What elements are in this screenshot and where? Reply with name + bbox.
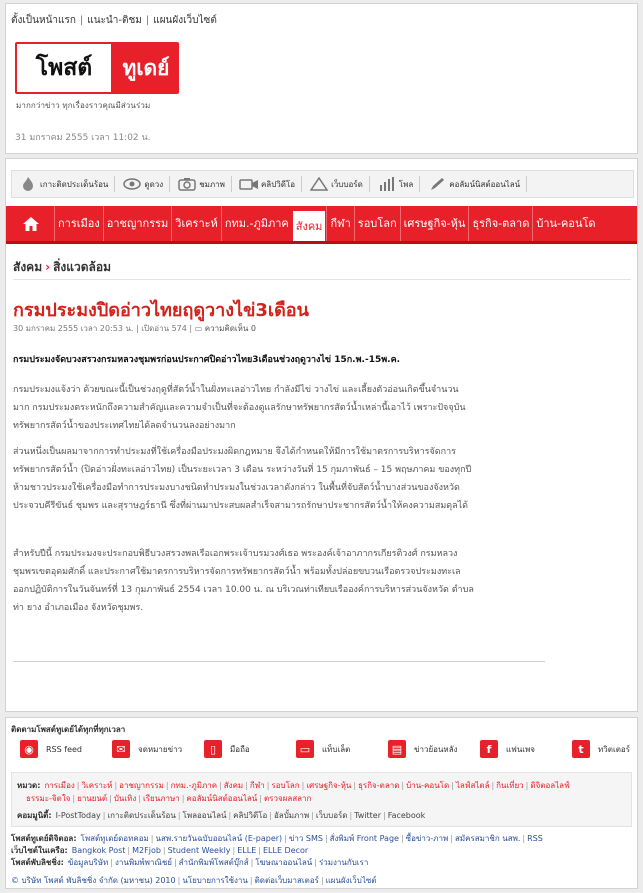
separator: | xyxy=(349,811,353,820)
category-row xyxy=(17,779,570,792)
separator: | xyxy=(173,858,177,867)
separator: | xyxy=(269,811,272,820)
footer-link[interactable]: สังคม xyxy=(223,781,244,790)
set-homepage-link[interactable]: ตั้งเป็นหน้าแรก xyxy=(11,15,76,26)
footer-link[interactable]: สมัครสมาชิก นสพ. xyxy=(454,834,521,843)
pen-icon xyxy=(427,176,447,192)
separator: | xyxy=(320,876,324,885)
row-title: คอมมูนิตี้: xyxy=(17,811,52,820)
current-date: 31 มกราคม 2555 เวลา 11:02 น. xyxy=(15,133,151,143)
footer-link[interactable]: สั่งพิมพ์ Front Page xyxy=(329,834,399,843)
article-title: กรมประมงปิดอ่าวไทยฤดูวางไข่3เดือน xyxy=(13,300,309,321)
footer-link[interactable]: งานพิมพ์พาณิชย์ xyxy=(114,858,172,867)
footer-link[interactable]: RSS xyxy=(527,834,543,843)
tablet-icon: ▭ xyxy=(296,740,314,758)
social-label: ข่าวย้อนหลัง xyxy=(414,744,458,754)
separator: | xyxy=(314,858,317,867)
social-link[interactable] xyxy=(480,740,572,758)
row-title: เว็บไซต์ในเครือ: xyxy=(11,846,68,855)
row-title: หมวด: xyxy=(17,781,41,790)
separator: | xyxy=(219,781,222,790)
separator: | xyxy=(401,781,405,790)
divider xyxy=(13,279,631,280)
main-content xyxy=(5,158,638,712)
nav-item[interactable]: กทม.-ภูมิภาค xyxy=(221,206,292,241)
footer-link[interactable]: คลิปวิดีโอ xyxy=(233,811,268,820)
article-views: เปิดอ่าน 574 xyxy=(141,324,187,333)
nav-item[interactable]: ธุรกิจ-ตลาด xyxy=(468,206,532,241)
home-button[interactable] xyxy=(14,211,48,240)
separator: | xyxy=(102,811,106,820)
footer-link[interactable]: โพลออนไลน์ xyxy=(182,811,227,820)
footer-link[interactable]: บันเทิง xyxy=(113,794,137,803)
footer-link[interactable]: ELLE Decor xyxy=(262,846,309,855)
article-comments-link[interactable]: ความคิดเห็น 0 xyxy=(204,324,257,333)
site-slogan: มากกว่าข่าว ทุกเรื่องราวคุณมีส่วนร่วม xyxy=(16,101,151,110)
copyright-row xyxy=(11,874,377,887)
footer-link[interactable]: ตรวจผลสลาก xyxy=(263,794,312,803)
separator: | xyxy=(232,846,236,855)
nav-item[interactable]: วิเคราะห์ xyxy=(171,206,221,241)
footer-link[interactable]: เศรษฐกิจ-หุ้น xyxy=(306,781,352,790)
facebook-icon: f xyxy=(480,740,498,758)
separator: | xyxy=(324,834,328,843)
social-link[interactable] xyxy=(572,740,643,758)
separator: | xyxy=(258,846,261,855)
paragraph-line: ส่วนหนึ่งเป็นผลมาจากการทำประมงที่ใช้เครื่องมือประมงผิดกฎหมาย จึงได้กำหนดให้มีการใช้มาตรการบริหารจัดการ xyxy=(13,447,456,457)
breadcrumb xyxy=(13,258,111,277)
separator: | xyxy=(138,794,141,803)
icon-bar-webboard[interactable]: เว็บบอร์ด xyxy=(309,176,370,192)
breadcrumb-sub[interactable]: สิ่งแวดล้อม xyxy=(53,260,111,274)
separator: | xyxy=(181,794,185,803)
sitemap-link[interactable]: แผนผังเว็บไซต์ xyxy=(153,15,217,26)
footer-link[interactable]: เกาะติดประเด็นร้อน xyxy=(107,811,176,820)
paragraph-line: ออกปฏิบัติการในวันจันทร์ที่ 13 กุมภาพันธ์ 2554 เวลา 10.00 น. ณ บริเวณท่าเทียบเรือองค์การบริหารส่วนจังหวัด ตำบล xyxy=(13,585,474,595)
footer-link[interactable]: ซื้อข่าว-ภาพ xyxy=(405,834,449,843)
footer-link[interactable]: ธุรกิจ-ตลาด xyxy=(358,781,400,790)
separator: | xyxy=(250,858,254,867)
footer-link[interactable]: กีฬา xyxy=(249,781,265,790)
separator: | xyxy=(301,781,305,790)
nav-item[interactable]: การเมือง xyxy=(54,206,103,241)
nav-items xyxy=(54,206,599,241)
separator: | xyxy=(72,794,76,803)
separator: | xyxy=(177,811,181,820)
poll-icon xyxy=(377,176,397,192)
footer-link[interactable]: รอบโลก xyxy=(271,781,300,790)
footer-link[interactable]: ธรรมะ-จิตใจ xyxy=(26,794,71,803)
feedback-link[interactable]: แนะนำ-ติชม xyxy=(87,15,142,26)
icon-bar-photos[interactable]: ชมภาพ xyxy=(177,176,232,192)
separator: | xyxy=(383,811,386,820)
footer-link[interactable]: Twitter xyxy=(354,811,382,820)
footer-link[interactable]: ไลฟ์สไตล์ xyxy=(455,781,490,790)
footer-link[interactable]: © บริษัท โพสต์ พับลิชชิ่ง จำกัด (มหาชน) 2010 xyxy=(11,876,176,885)
top-links: ตั้งเป็นหน้าแรก | แนะนำ-ติชม | แผนผังเว็บไซต์ xyxy=(11,15,217,26)
social-label: RSS feed xyxy=(46,744,82,754)
footer-link[interactable]: สำนักพิมพ์โพสต์บุ๊กส์ xyxy=(178,858,249,867)
breadcrumb-section[interactable]: สังคม xyxy=(13,260,43,274)
nav-item[interactable]: รอบโลก xyxy=(354,206,400,241)
flame-icon xyxy=(18,176,38,192)
footer-link[interactable]: I-PostToday xyxy=(55,811,101,820)
separator: | xyxy=(177,876,181,885)
icon-bar-columnists[interactable]: คอลัมน์นิสต์ออนไลน์ xyxy=(427,176,527,192)
eye-icon xyxy=(122,176,142,192)
footer-link[interactable]: เรียนภาษา xyxy=(143,794,180,803)
footer-link[interactable]: M2Fjob xyxy=(132,846,161,855)
social-label: ทวิตเตอร์ xyxy=(598,744,630,754)
nav-item[interactable]: สังคม xyxy=(292,210,327,241)
footer-link[interactable]: แผนผังเว็บไซต์ xyxy=(325,876,377,885)
category-row xyxy=(26,792,311,805)
comment-icon: ▭ xyxy=(194,324,203,333)
follow-title: ติดตามโพสต์ทูเดย์ได้ทุกที่ทุกเวลา xyxy=(11,725,126,734)
social-link[interactable] xyxy=(296,740,388,758)
article-meta: 30 มกราคม 2555 เวลา 20:53 น. | เปิดอ่าน 574 | ▭ ความคิดเห็น 0 xyxy=(13,324,257,333)
publishing-row xyxy=(11,856,368,869)
icon-bar-video[interactable]: คลิปวิดีโอ xyxy=(239,176,302,192)
footer-link[interactable]: ร่วมงานกับเรา xyxy=(318,858,369,867)
site-footer xyxy=(5,717,638,889)
separator: | xyxy=(450,834,453,843)
paragraph-line: มาก กรมประมงตระหนักถึงความสำคัญและความจำเป็นที่จะต้องดูแลรักษาทรัพยากรสัตว์น้ำเหล่านี้เอาไว้ เพราะปัจจุบัน xyxy=(13,403,466,413)
twitter-icon: t xyxy=(572,740,590,758)
footer-link[interactable]: กินเที่ยว xyxy=(496,781,524,790)
icon-bar-horoscope[interactable]: ดูดวง xyxy=(122,176,170,192)
row-title: โพสต์พับลิชชิ่ง: xyxy=(11,858,64,867)
rss-icon: ◉ xyxy=(20,740,38,758)
paragraph-line: ทรัพยากรสัตว์น้ำ (ปิดอ่าวฝั่งทะเลอ่าวไทย) เป็นระยะเวลา 3 เดือน ระหว่างวันที่ 15 กุมภาพันธ์ – 15 พฤษภาคม ของทุกปี xyxy=(13,465,472,475)
main-nav xyxy=(6,206,637,244)
separator: | xyxy=(109,794,112,803)
article-date: 30 มกราคม 2555 เวลา 20:53 น. xyxy=(13,324,134,333)
home-icon xyxy=(22,216,40,235)
separator: | xyxy=(228,811,232,820)
separator: | xyxy=(110,858,113,867)
footer-link[interactable]: Student Weekly xyxy=(167,846,231,855)
footer-link[interactable]: กทม.-ภูมิภาค xyxy=(170,781,218,790)
icon-bar xyxy=(11,170,634,198)
article-paragraph xyxy=(13,381,558,435)
footer-link[interactable]: นสพ.รายวันฉบับออนไลน์ (E-paper) xyxy=(155,834,283,843)
icon-bar-poll[interactable]: โพล xyxy=(377,176,420,192)
social-link[interactable] xyxy=(388,740,480,758)
separator: | xyxy=(245,781,248,790)
separator: | xyxy=(150,834,154,843)
paragraph-line: ท่า ยาง อำเภอเมือง จังหวัดชุมพร. xyxy=(13,603,144,613)
paragraph-line: สำหรับปีนี้ กรมประมงจะประกอบพิธีบวงสรวงพลเรือเอกพระเจ้าบรมวงศ์เธอ พระองค์เจ้าอาภากรเกียรติวงศ์ กรมหลวง xyxy=(13,549,458,559)
footer-link[interactable]: ติดต่อเว็บมาสเตอร์ xyxy=(254,876,319,885)
webboard-icon xyxy=(309,176,329,192)
separator: | xyxy=(525,781,529,790)
footer-link[interactable]: อาชญากรรม xyxy=(119,781,164,790)
separator: | xyxy=(491,781,495,790)
separator: | xyxy=(522,834,526,843)
separator: | xyxy=(162,846,166,855)
separator: | xyxy=(451,781,454,790)
site-logo[interactable] xyxy=(15,42,179,94)
separator: | xyxy=(76,781,80,790)
social-link[interactable] xyxy=(20,740,112,758)
separator: | xyxy=(249,876,253,885)
mail-icon: ✉ xyxy=(112,740,130,758)
nav-item[interactable]: อาชญากรรม xyxy=(103,206,172,241)
footer-link[interactable]: เว็บบอร์ด xyxy=(315,811,348,820)
nav-item[interactable]: กีฬา xyxy=(326,206,353,241)
separator: | xyxy=(259,794,262,803)
social-label: แฟนเพจ xyxy=(506,744,535,754)
footer-link[interactable]: การเมือง xyxy=(44,781,75,790)
video-camera-icon xyxy=(239,176,259,192)
divider xyxy=(13,661,545,662)
social-label: แท็บเล็ต xyxy=(322,744,351,754)
article-paragraph xyxy=(13,545,558,617)
logo-text-left: โพสต์ xyxy=(17,44,111,92)
separator: | xyxy=(353,781,357,790)
separator: | xyxy=(311,811,314,820)
footer-link[interactable]: Bangkok Post xyxy=(71,846,126,855)
paragraph-line: ห้ามชาวประมงใช้เครื่องมือทำการประมงบางชนิดทำประมงในช่วงเวลาดังกล่าว ในพื้นที่จับสัตว์น้ำบางส่วนของจังหวัด xyxy=(13,483,460,493)
footer-link[interactable]: ยานยนต์ xyxy=(77,794,108,803)
footer-link[interactable]: ข้อมูลบริษัท xyxy=(67,858,109,867)
footer-link[interactable]: บ้าน-คอนโด xyxy=(406,781,450,790)
paragraph-line: ประจวบคีรีขันธ์ ชุมพร และสุราษฎร์ธานี ซึ่งที่ผ่านมาประสบผลสำเร็จสามารถรักษาประชากรสัตว์น้ำให้คงความสมดุลได้ xyxy=(13,501,468,511)
mobile-icon: ▯ xyxy=(204,740,222,758)
category-box xyxy=(11,772,632,827)
chevron-right-icon: › xyxy=(45,260,51,274)
footer-link[interactable]: Facebook xyxy=(387,811,426,820)
article-paragraph xyxy=(13,443,558,515)
archive-icon: ▤ xyxy=(388,740,406,758)
footer-link[interactable]: โพสต์ทูเดย์ดอทคอม xyxy=(80,834,149,843)
footer-link[interactable]: คอลัมน์นิสต์ออนไลน์ xyxy=(186,794,258,803)
footer-link[interactable]: อัลบั้มภาพ xyxy=(274,811,310,820)
footer-link[interactable]: ดิจิตอลไลฟ์ xyxy=(530,781,570,790)
camera-icon xyxy=(177,176,197,192)
social-links xyxy=(20,740,643,758)
social-label: มือถือ xyxy=(230,744,250,754)
footer-link[interactable]: นโยบายการใช้งาน xyxy=(182,876,248,885)
nav-item[interactable]: บ้าน-คอนโด xyxy=(532,206,598,241)
footer-link[interactable]: โฆษณาออนไลน์ xyxy=(255,858,313,867)
separator: | xyxy=(400,834,404,843)
paragraph-line: กรมประมงแจ้งว่า ด้วยขณะนี้เป็นช่วงฤดูที่สัตว์น้ำในฝั่งทะเลอ่าวไทย กำลังมีไข่ วางไข่ และเลี้ยงตัวอ่อนเกิดขึ้นจำนวน xyxy=(13,385,459,395)
footer-link[interactable]: ELLE xyxy=(237,846,257,855)
article-lead: กรมประมงจัดบวงสรวงกรมหลวงชุมพรก่อนประกาศปิดอ่าวไทย3เดือนช่วงฤดูวางไข่ 15ก.พ.-15พ.ค. xyxy=(13,355,401,365)
social-link[interactable] xyxy=(204,740,296,758)
paragraph-line: ทรัพยากรสัตว์น้ำของประเทศไทยได้ลดจำนวนลงอย่างมาก xyxy=(13,421,236,431)
separator: | xyxy=(114,781,118,790)
logo-text-right: ทูเดย์ xyxy=(122,55,170,80)
footer-link[interactable]: ข่าว SMS xyxy=(288,834,323,843)
separator: | xyxy=(127,846,131,855)
site-header xyxy=(5,3,638,154)
separator: | xyxy=(165,781,169,790)
footer-link[interactable]: วิเคราะห์ xyxy=(81,781,113,790)
row-title: โพสต์ทูเดย์ดิจิตอล: xyxy=(11,834,77,843)
nav-item[interactable]: เศรษฐกิจ-หุ้น xyxy=(400,206,469,241)
social-label: จดหมายข่าว xyxy=(138,744,183,754)
paragraph-line: ชุมพรเขตอุดมศักดิ์ และประกาศใช้มาตรการบริหารจัดการทรัพยากรสัตว์น้ำ พร้อมทั้งปล่อยขบวนเรือตรวจประมงทะเล xyxy=(13,567,461,577)
separator: | xyxy=(284,834,287,843)
separator: | xyxy=(266,781,270,790)
icon-bar-hot-issues[interactable]: เกาะติดประเด็นร้อน xyxy=(18,176,115,192)
community-row xyxy=(17,809,425,822)
social-link[interactable] xyxy=(112,740,204,758)
